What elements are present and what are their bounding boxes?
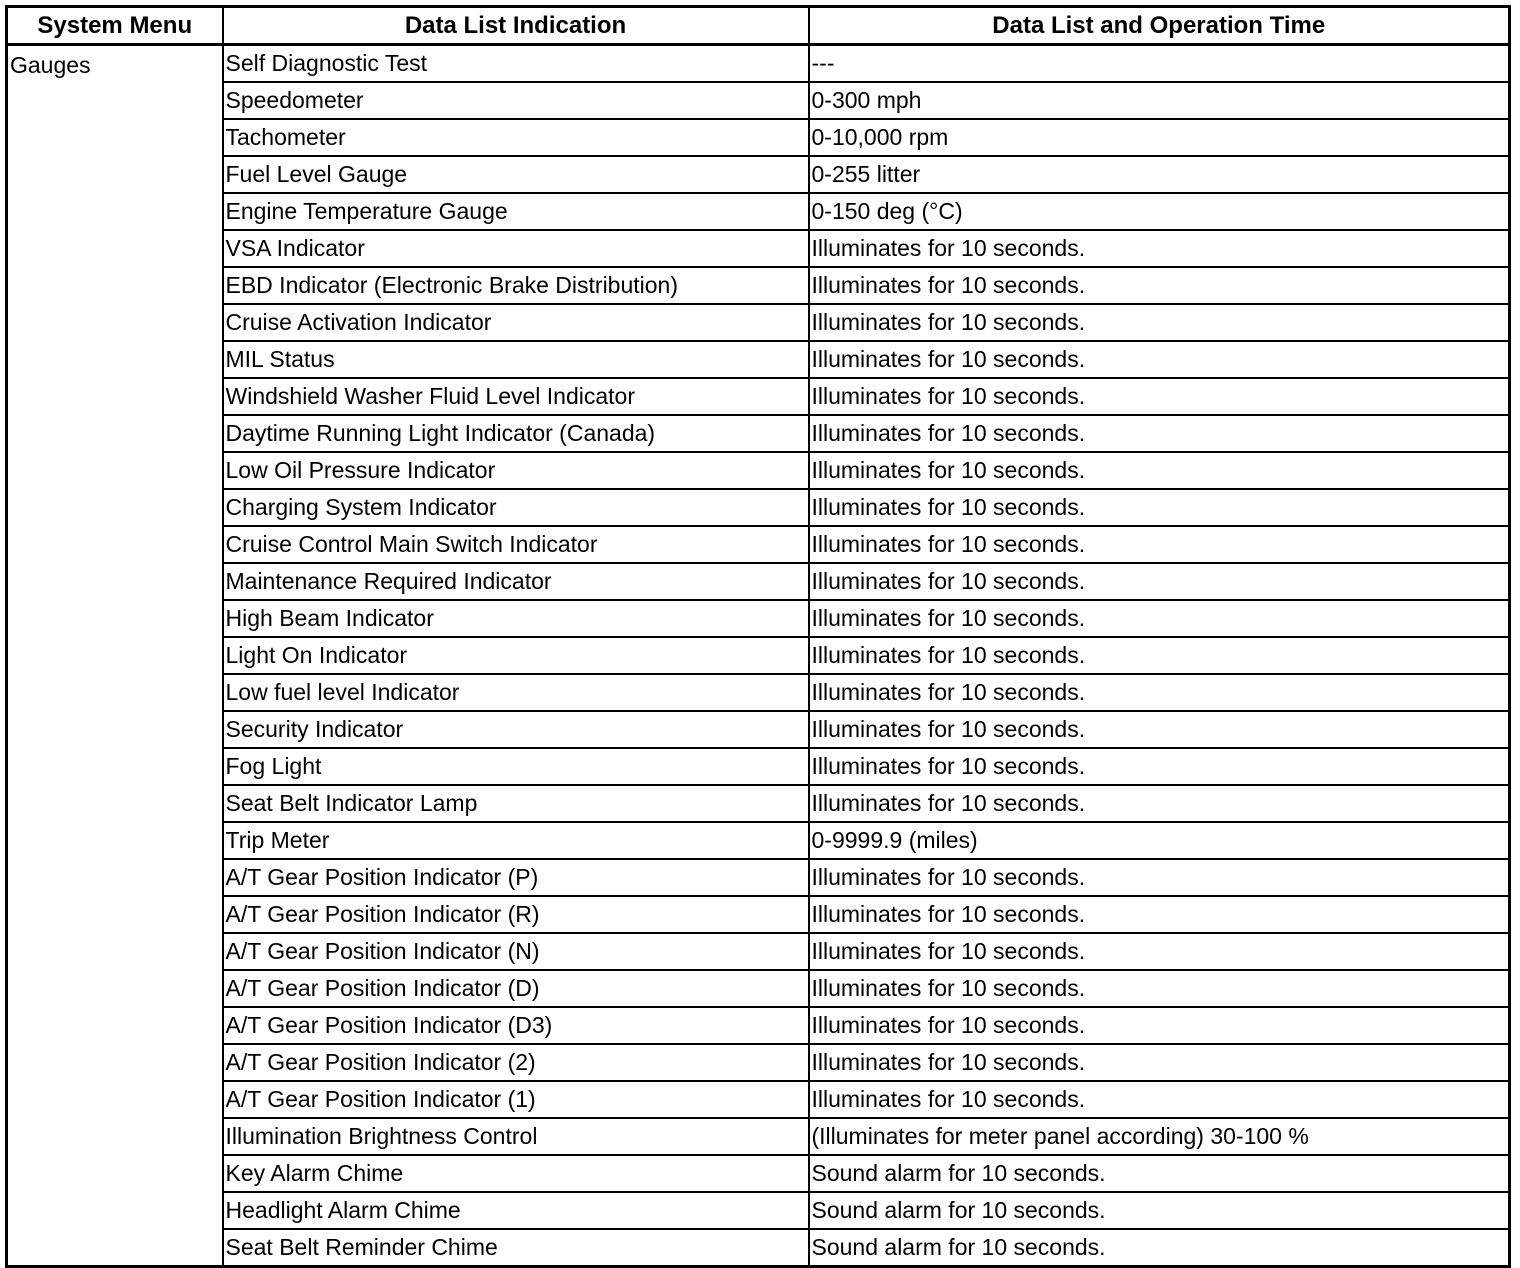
table-row [7, 193, 1510, 230]
table-row [7, 674, 1510, 711]
indication-cell: Seat Belt Reminder Chime [223, 1229, 809, 1267]
header-row [7, 7, 1510, 45]
table-row [7, 859, 1510, 896]
operation-time-cell: 0-300 mph [809, 82, 1510, 119]
indication-cell: A/T Gear Position Indicator (P) [223, 859, 809, 896]
operation-time-cell: --- [809, 45, 1510, 83]
indication-cell: Low Oil Pressure Indicator [223, 452, 809, 489]
indication-cell: A/T Gear Position Indicator (D3) [223, 1007, 809, 1044]
operation-time-cell: Illuminates for 10 seconds. [809, 1007, 1510, 1044]
table-row [7, 1118, 1510, 1155]
table-row [7, 822, 1510, 859]
gauges-data-list-table [5, 5, 1511, 1268]
table-row [7, 933, 1510, 970]
indication-cell: Speedometer [223, 82, 809, 119]
table-row [7, 489, 1510, 526]
indication-cell: Daytime Running Light Indicator (Canada) [223, 415, 809, 452]
operation-time-cell: Illuminates for 10 seconds. [809, 785, 1510, 822]
operation-time-cell: 0-10,000 rpm [809, 119, 1510, 156]
operation-time-cell: 0-150 deg (°C) [809, 193, 1510, 230]
indication-cell: A/T Gear Position Indicator (N) [223, 933, 809, 970]
table-row [7, 82, 1510, 119]
table-row [7, 748, 1510, 785]
table-row [7, 711, 1510, 748]
table-row [7, 1229, 1510, 1267]
indication-cell: Windshield Washer Fluid Level Indicator [223, 378, 809, 415]
operation-time-cell: Illuminates for 10 seconds. [809, 933, 1510, 970]
operation-time-cell: Sound alarm for 10 seconds. [809, 1229, 1510, 1267]
indication-cell: Headlight Alarm Chime [223, 1192, 809, 1229]
table-row [7, 1192, 1510, 1229]
indication-cell: Self Diagnostic Test [223, 45, 809, 83]
operation-time-cell: Illuminates for 10 seconds. [809, 674, 1510, 711]
table-row [7, 230, 1510, 267]
table-row [7, 119, 1510, 156]
operation-time-cell: Illuminates for 10 seconds. [809, 970, 1510, 1007]
indication-cell: Security Indicator [223, 711, 809, 748]
operation-time-cell: 0-255 litter [809, 156, 1510, 193]
indication-cell: Illumination Brightness Control [223, 1118, 809, 1155]
indication-cell: Cruise Control Main Switch Indicator [223, 526, 809, 563]
table-row [7, 341, 1510, 378]
table-row [7, 378, 1510, 415]
operation-time-cell: Illuminates for 10 seconds. [809, 526, 1510, 563]
operation-time-cell: Sound alarm for 10 seconds. [809, 1192, 1510, 1229]
indication-cell: A/T Gear Position Indicator (D) [223, 970, 809, 1007]
indication-cell: Low fuel level Indicator [223, 674, 809, 711]
table-row [7, 526, 1510, 563]
operation-time-cell: Illuminates for 10 seconds. [809, 1081, 1510, 1118]
table-row [7, 1081, 1510, 1118]
operation-time-cell: (Illuminates for meter panel according) 30-100 % [809, 1118, 1510, 1155]
indication-cell: Cruise Activation Indicator [223, 304, 809, 341]
operation-time-cell: Illuminates for 10 seconds. [809, 267, 1510, 304]
table-row [7, 452, 1510, 489]
indication-cell: Seat Belt Indicator Lamp [223, 785, 809, 822]
operation-time-cell: Sound alarm for 10 seconds. [809, 1155, 1510, 1192]
indication-cell: Maintenance Required Indicator [223, 563, 809, 600]
indication-cell: Fuel Level Gauge [223, 156, 809, 193]
table-row [7, 637, 1510, 674]
indication-cell: Trip Meter [223, 822, 809, 859]
operation-time-cell: Illuminates for 10 seconds. [809, 489, 1510, 526]
operation-time-cell: Illuminates for 10 seconds. [809, 748, 1510, 785]
table-row [7, 563, 1510, 600]
operation-time-cell: Illuminates for 10 seconds. [809, 304, 1510, 341]
operation-time-cell: Illuminates for 10 seconds. [809, 415, 1510, 452]
operation-time-cell: Illuminates for 10 seconds. [809, 859, 1510, 896]
table-row [7, 600, 1510, 637]
table-row [7, 45, 1510, 83]
indication-cell: Light On Indicator [223, 637, 809, 674]
table-row [7, 785, 1510, 822]
indication-cell: VSA Indicator [223, 230, 809, 267]
header-data-list-indication: Data List Indication [223, 7, 809, 45]
indication-cell: Fog Light [223, 748, 809, 785]
operation-time-cell: Illuminates for 10 seconds. [809, 341, 1510, 378]
table-row [7, 156, 1510, 193]
operation-time-cell: Illuminates for 10 seconds. [809, 378, 1510, 415]
header-operation-time: Data List and Operation Time [809, 7, 1510, 45]
indication-cell: A/T Gear Position Indicator (1) [223, 1081, 809, 1118]
operation-time-cell: Illuminates for 10 seconds. [809, 896, 1510, 933]
table-row [7, 1155, 1510, 1192]
table-row [7, 267, 1510, 304]
system-menu-cell: Gauges [7, 45, 223, 1267]
header-system-menu: System Menu [7, 7, 223, 45]
table-row [7, 970, 1510, 1007]
indication-cell: Key Alarm Chime [223, 1155, 809, 1192]
operation-time-cell: Illuminates for 10 seconds. [809, 230, 1510, 267]
indication-cell: Charging System Indicator [223, 489, 809, 526]
indication-cell: A/T Gear Position Indicator (R) [223, 896, 809, 933]
indication-cell: Engine Temperature Gauge [223, 193, 809, 230]
indication-cell: Tachometer [223, 119, 809, 156]
table-row [7, 415, 1510, 452]
table-row [7, 1044, 1510, 1081]
indication-cell: High Beam Indicator [223, 600, 809, 637]
operation-time-cell: Illuminates for 10 seconds. [809, 637, 1510, 674]
operation-time-cell: 0-9999.9 (miles) [809, 822, 1510, 859]
operation-time-cell: Illuminates for 10 seconds. [809, 563, 1510, 600]
operation-time-cell: Illuminates for 10 seconds. [809, 452, 1510, 489]
table-row [7, 896, 1510, 933]
indication-cell: A/T Gear Position Indicator (2) [223, 1044, 809, 1081]
operation-time-cell: Illuminates for 10 seconds. [809, 711, 1510, 748]
indication-cell: MIL Status [223, 341, 809, 378]
operation-time-cell: Illuminates for 10 seconds. [809, 600, 1510, 637]
table-row [7, 304, 1510, 341]
table-body [7, 45, 1510, 1267]
table-row [7, 1007, 1510, 1044]
indication-cell: EBD Indicator (Electronic Brake Distribution) [223, 267, 809, 304]
operation-time-cell: Illuminates for 10 seconds. [809, 1044, 1510, 1081]
